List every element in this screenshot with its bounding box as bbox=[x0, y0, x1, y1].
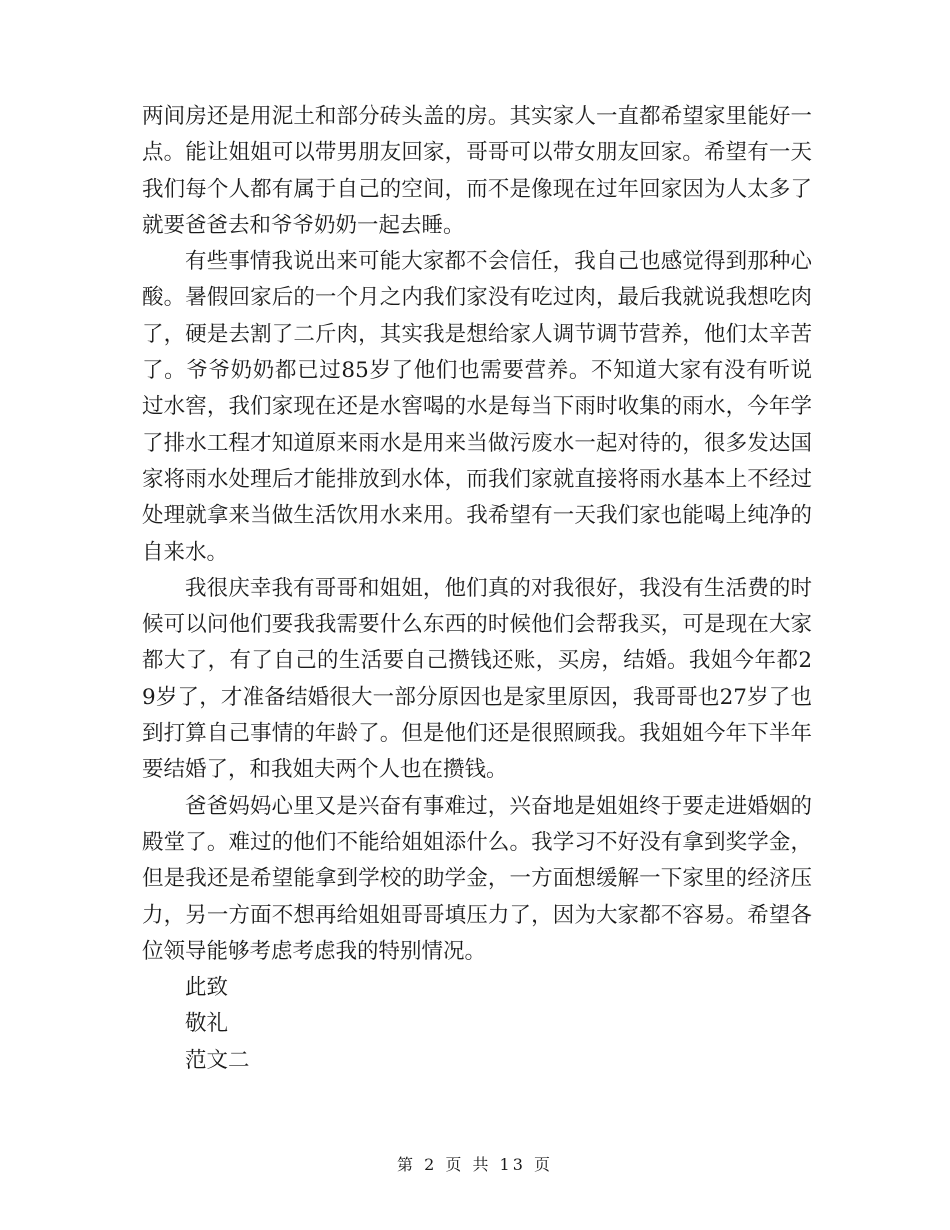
document-body bbox=[142, 99, 812, 1079]
paragraph-2: 有些事情我说出来可能大家都不会信任，我自己也感觉得到那种心酸。暑假回家后的一个月之内我们家没有吃过肉，最后我就说我想吃肉了，硬是去割了二斤肉，其实我是想给家人调节调节营养，他们太辛苦了。爷爷奶奶都已过85岁了他们也需要营养。不知道大家有没有听说过水窖，我们家现在还是水窖喝的水是每当下雨时收集的雨水，今年学了排水工程才知道原来雨水是用来当做污废水一起对待的，很多发达国家将雨水处理后才能排放到水体，而我们家就直接将雨水基本上不经过处理就拿来当做生活饮用水来用。我希望有一天我们家也能喝上纯净的自来水。 bbox=[142, 249, 812, 565]
paragraph-3: 我很庆幸我有哥哥和姐姐，他们真的对我很好，我没有生活费的时候可以问他们要我我需要什么东西的时候他们会帮我买，可是现在大家都大了，有了自己的生活要自己攒钱还账，买房，结婚。我姐今年都29岁了，才准备结婚很大一部分原因也是家里原因，我哥哥也27岁了也到打算自己事情的年龄了。但是他们还是很照顾我。我姐姐今年下半年要结婚了，和我姐夫两个人也在攒钱。 bbox=[142, 575, 812, 783]
paragraph-1: 两间房还是用泥土和部分砖头盖的房。其实家人一直都希望家里能好一点。能让姐姐可以带男朋友回家，哥哥可以带女朋友回家。希望有一天我们每个人都有属于自己的空间，而不是像现在过年回家因为人太多了就要爸爸去和爷爷奶奶一起去睡。 bbox=[142, 104, 812, 238]
closing-salutation: 此致 bbox=[185, 975, 229, 1001]
page-number-footer: 第 2 页 共 13 页 bbox=[397, 1155, 553, 1174]
next-section-title: 范文二 bbox=[185, 1047, 250, 1073]
closing-regards: 敬礼 bbox=[185, 1011, 229, 1037]
paragraph-4: 爸爸妈妈心里又是兴奋有事难过，兴奋地是姐姐终于要走进婚姻的殿堂了。难过的他们不能给姐姐添什么。我学习不好没有拿到奖学金，但是我还是希望能拿到学校的助学金，一方面想缓解一下家里的经济压力，另一方面不想再给姐姐哥哥填压力了，因为大家都不容易。希望各位领导能够考虑考虑我的特别情况。 bbox=[142, 793, 812, 964]
